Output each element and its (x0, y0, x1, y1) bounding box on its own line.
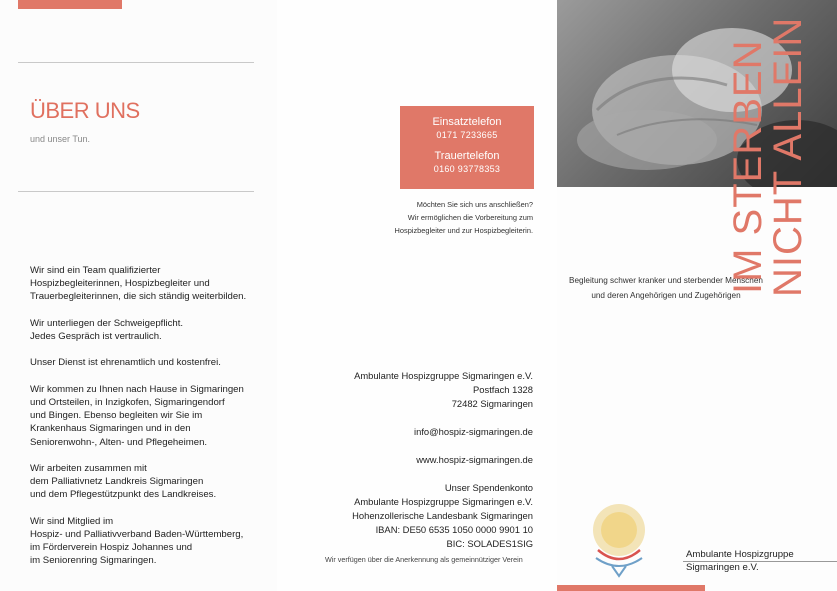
join-text: Möchten Sie sich uns anschließen? Wir ermöglichen die Vorbereitung zum Hospizbegleiter und zur Hospizbegleiterin. (394, 200, 533, 235)
phone-box (400, 106, 534, 189)
divider (18, 191, 254, 192)
trauer-label: Trauertelefon (434, 150, 500, 162)
headline-line2: NICHT ALLEIN (766, 16, 810, 297)
org-name-line2: Sigmaringen e.V. (686, 562, 759, 573)
footnote: Wir verfügen über die Anerkennung als gemeinnütziger Verein (325, 555, 523, 564)
einsatz-number[interactable]: 0171 7233665 (436, 130, 498, 140)
paragraph: Wir arbeiten zusammen mit dem Palliativnetz Landkreis Sigmaringen und dem Pflegestützpunkt des Landkreises. (30, 462, 217, 501)
tagline: Begleitung schwer kranker und sterbender Menschen und deren Angehörigen und Zugehörigen (569, 276, 763, 300)
email-link[interactable]: info@hospiz-sigmaringen.de (414, 426, 533, 437)
hospiz-logo (588, 500, 650, 580)
middle-panel (277, 0, 558, 591)
headline-line1: IM STERBEN (726, 39, 770, 294)
paragraph: Wir unterliegen der Schweigepflicht. Jedes Gespräch ist vertraulich. (30, 317, 184, 342)
paragraph: Wir kommen zu Ihnen nach Hause in Sigmaringen und Ortsteilen, in Inzigkofen, Sigmaringendorf und Bingen. Ebenso begleiten wir Sie im Krankenhaus Sigmaringen und in den Seniorenwohn-, Alten- und Pflegeheimen. (30, 383, 244, 448)
about-text (30, 264, 270, 581)
postal-address: Ambulante Hospizgruppe Sigmaringen e.V. Postfach 1328 72482 Sigmaringen (354, 370, 533, 409)
paragraph: Unser Dienst ist ehrenamtlich und kostenfrei. (30, 357, 221, 369)
paragraph: Wir sind Mitglied im Hospiz- und Palliativverband Baden-Württemberg, im Förderverein Hospiz Johannes und im Seniorenring Sigmaringen. (30, 515, 244, 567)
einsatz-label: Einsatztelefon (432, 116, 502, 128)
accent-bar (18, 0, 122, 9)
divider (18, 62, 254, 63)
left-panel (0, 0, 278, 591)
org-name-line1: Ambulante Hospizgruppe (686, 549, 794, 560)
accent-bar (557, 585, 705, 591)
trauer-number[interactable]: 0160 93778353 (433, 164, 501, 174)
bank-details: Unser Spendenkonto Ambulante Hospizgruppe Sigmaringen e.V. Hohenzollerische Landesbank Sigmaringen IBAN: DE50 6535 1050 0000 9901 10 BIC: SOLADES1SIG (352, 482, 533, 549)
paragraph: Wir sind ein Team qualifizierter Hospizbegleiterinnen, Hospizbegleiter und Trauerbegleiterinnen, die sich ständig weiterbilden. (30, 265, 247, 303)
section-title: ÜBER UNS (30, 98, 140, 123)
org-name (686, 548, 794, 574)
contact-block (352, 369, 533, 551)
section-subtitle: und unser Tun. (30, 134, 91, 144)
web-link[interactable]: www.hospiz-sigmaringen.de (416, 454, 533, 465)
